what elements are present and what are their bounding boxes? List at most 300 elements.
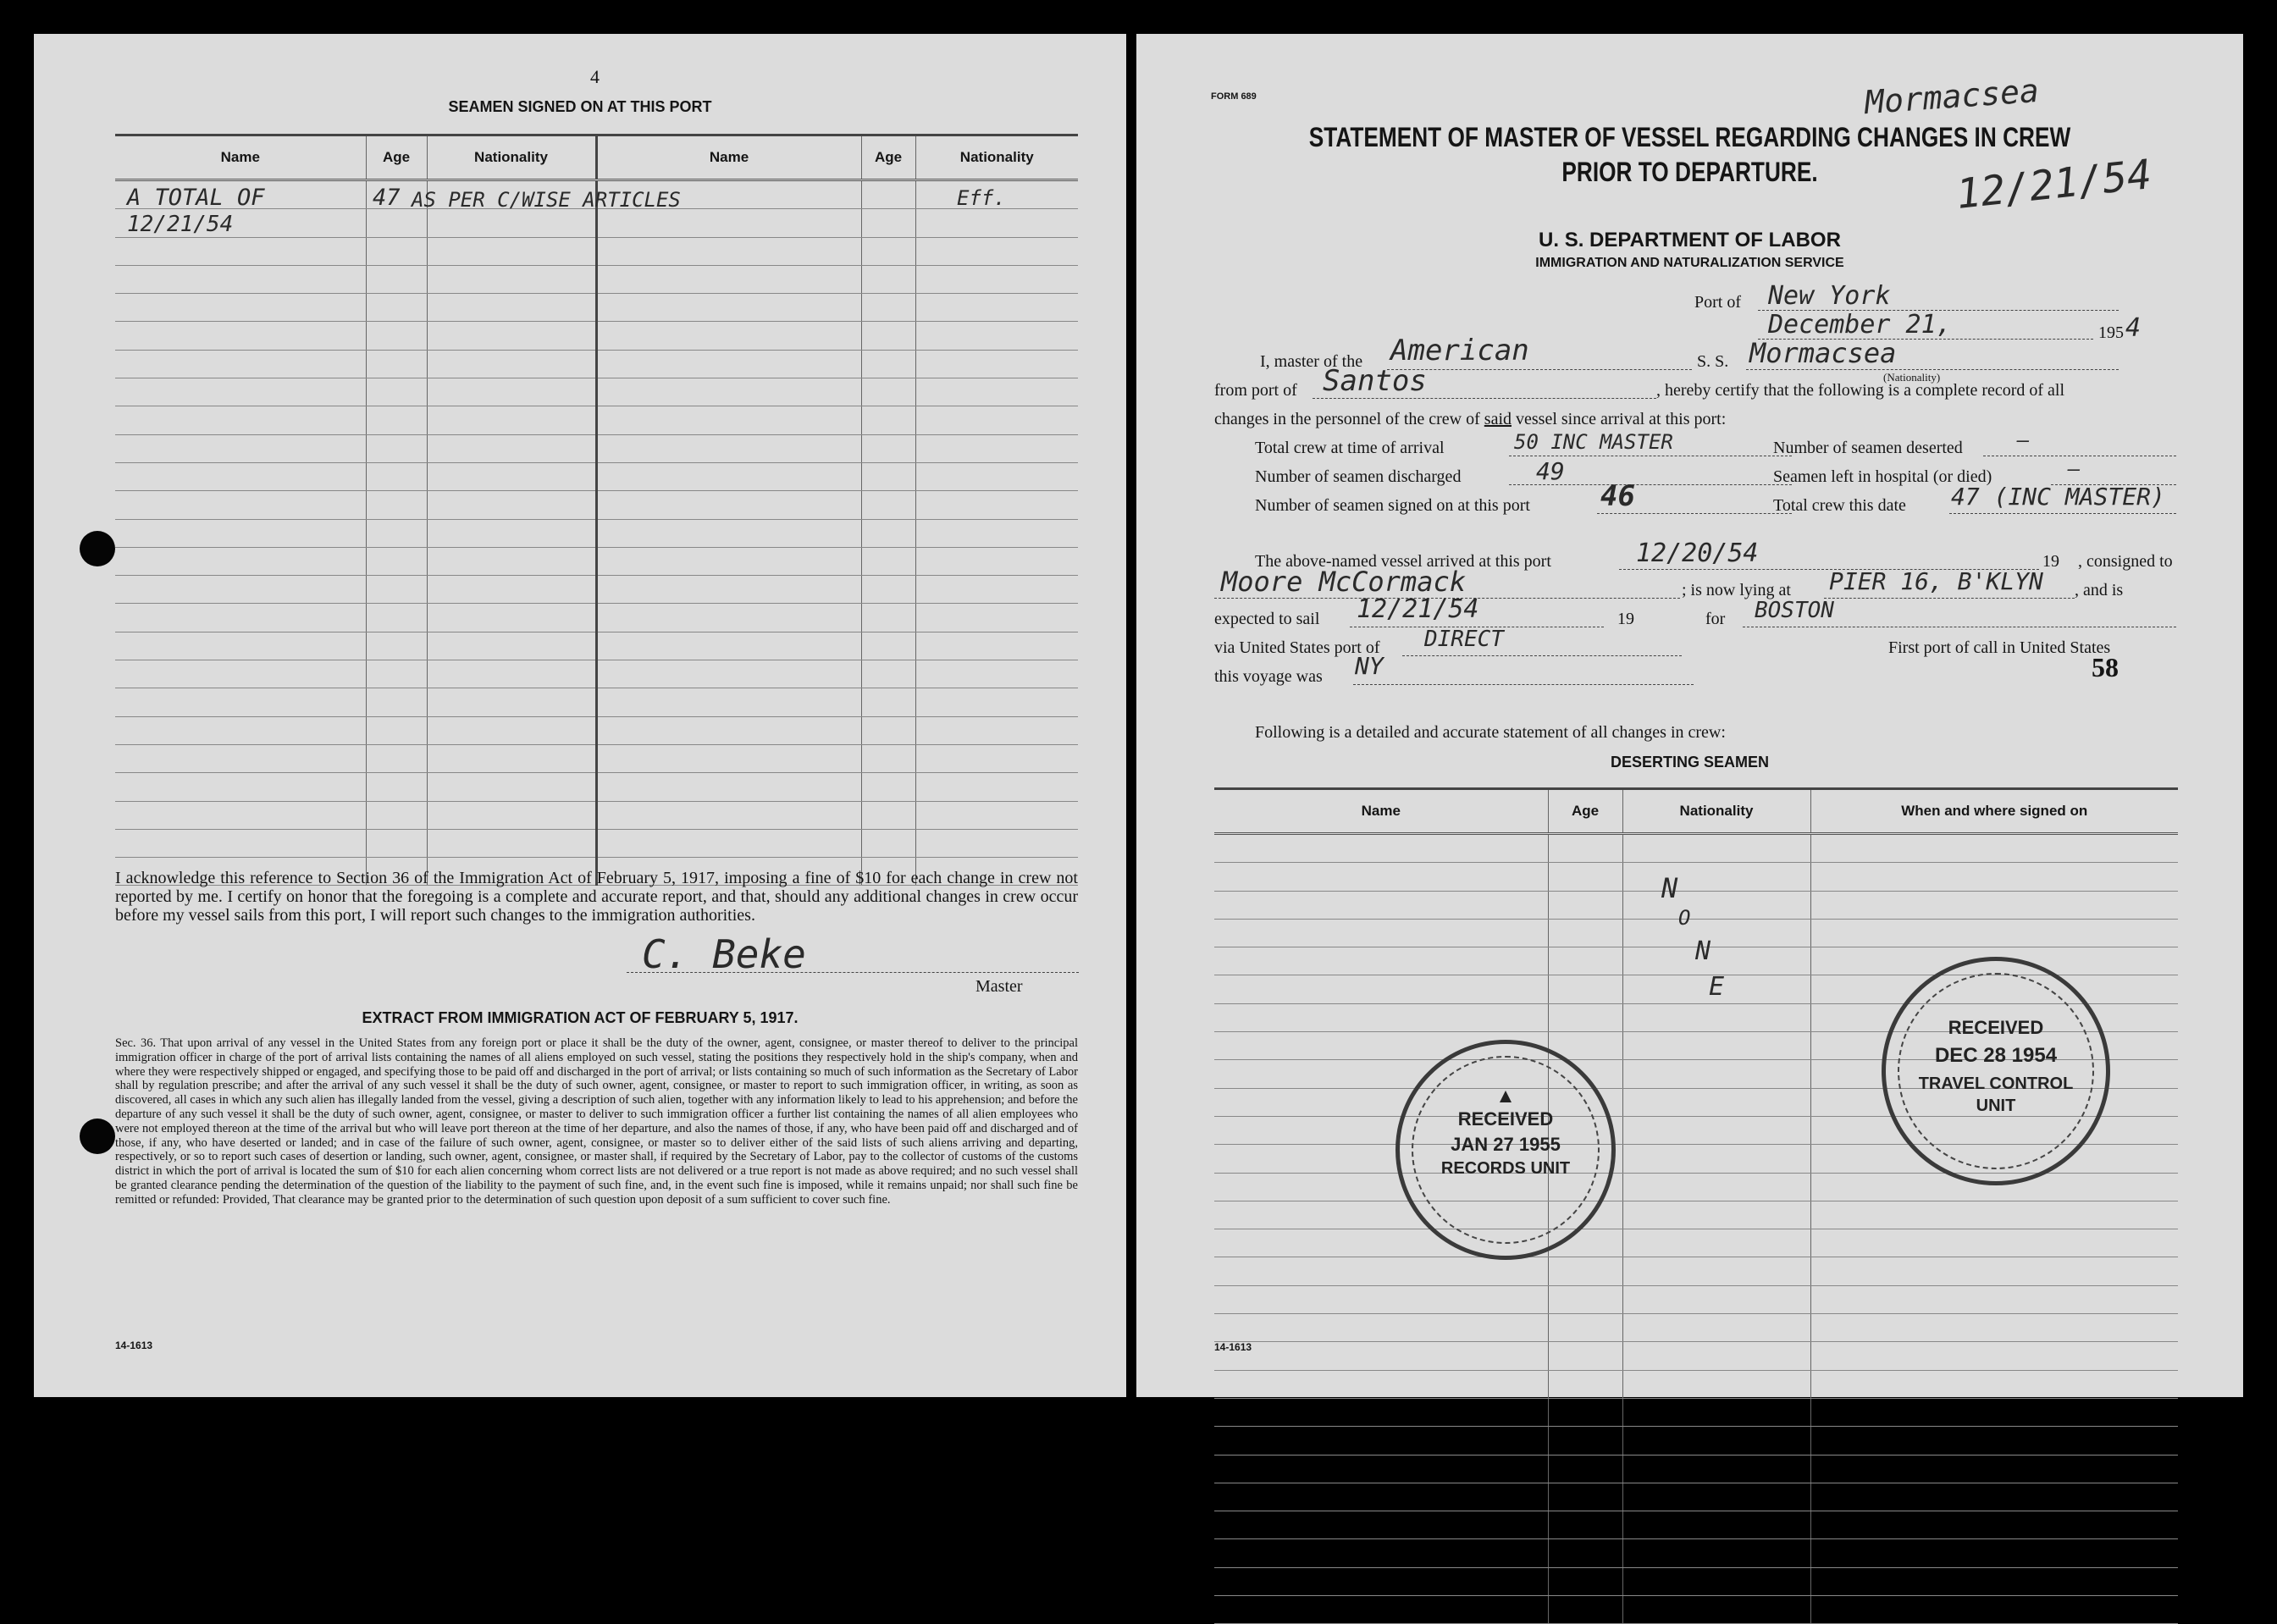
none-letter: O (1678, 906, 1691, 930)
table-cell (115, 265, 366, 293)
table-cell (596, 209, 861, 237)
expected-label: expected to sail (1214, 610, 1320, 628)
table-cell (596, 406, 861, 434)
table-cell (1810, 1201, 2178, 1229)
table-row (115, 237, 1078, 265)
right-page (1136, 34, 2243, 1397)
table-cell (1214, 1314, 1548, 1342)
total-crew-date-value: 47 (INC MASTER) (1951, 483, 2165, 511)
total-crew-arrival-value: 50 INC MASTER (1514, 430, 1673, 454)
table-cell (915, 576, 1078, 604)
none-letter: N (1661, 872, 1678, 904)
table-cell (366, 322, 427, 350)
table-cell (115, 294, 366, 322)
table-cell (861, 378, 915, 406)
master-label: Master (975, 977, 1023, 996)
table-cell (1810, 1314, 2178, 1342)
table-cell (366, 434, 427, 462)
table-cell (427, 462, 596, 490)
master-signature: C. Beke (642, 931, 806, 977)
extract-title: EXTRACT FROM IMMIGRATION ACT OF FEBRUARY 5, 1917. (362, 1009, 799, 1026)
field-line (1313, 398, 1656, 399)
table-cell (1214, 863, 1548, 891)
table-cell (1622, 1173, 1810, 1201)
table-cell (861, 237, 915, 265)
table-cell (1214, 834, 1548, 863)
table-header-row (1214, 789, 2178, 834)
table-cell (427, 491, 596, 519)
table-cell (1214, 1285, 1548, 1313)
for-value: BOSTON (1755, 598, 1834, 623)
table-cell (366, 462, 427, 490)
expected-value: 12/21/54 (1357, 594, 1479, 624)
table-cell (1548, 1370, 1622, 1398)
table-cell (915, 350, 1078, 378)
field-line (1824, 598, 2075, 599)
handwritten-articles: AS PER C/WISE ARTICLES (412, 188, 681, 212)
table-cell (596, 265, 861, 293)
column-header: Name (115, 135, 366, 180)
table-cell (596, 801, 861, 829)
table-cell (1810, 834, 2178, 863)
table-cell (915, 265, 1078, 293)
column-header: Age (366, 135, 427, 180)
field-line (1402, 655, 1682, 656)
table-cell (596, 576, 861, 604)
table-row (1214, 1370, 2178, 1398)
discharged-value: 49 (1536, 457, 1565, 485)
records-unit-stamp (1395, 1040, 1616, 1260)
field-line (1746, 369, 2119, 370)
table-cell (1548, 891, 1622, 919)
hospital-label: Seamen left in hospital (or died) (1773, 467, 1992, 486)
table-cell (861, 576, 915, 604)
voyage-value: NY (1355, 652, 1384, 680)
table-cell (1622, 919, 1810, 947)
table-cell (427, 773, 596, 801)
corner-ship-name: Mormacsea (1863, 71, 2041, 122)
table-cell (861, 632, 915, 660)
table-cell (366, 829, 427, 857)
table-cell (427, 604, 596, 632)
table-row (1214, 1567, 2178, 1595)
column-header: When and where signed on (1810, 789, 2178, 834)
table-cell (366, 294, 427, 322)
column-header: Nationality (915, 135, 1078, 180)
table-row (115, 547, 1078, 575)
table-cell (1548, 1539, 1622, 1567)
table-cell (1548, 1314, 1622, 1342)
table-cell (1548, 1003, 1622, 1031)
form-code-left: 14-1613 (115, 1340, 153, 1351)
table-cell (1810, 1398, 2178, 1426)
table-row (115, 378, 1078, 406)
table-cell (915, 519, 1078, 547)
table-cell (1622, 1201, 1810, 1229)
table-cell (366, 660, 427, 688)
none-letter: E (1709, 972, 1725, 1002)
table-cell (366, 350, 427, 378)
signature-line (627, 972, 1079, 973)
table-cell (115, 632, 366, 660)
date-value: December 21, (1768, 310, 1952, 340)
table-cell (1622, 1596, 1810, 1624)
table-cell (596, 294, 861, 322)
field-line (1949, 513, 2176, 514)
table-cell (366, 716, 427, 744)
table-cell (366, 209, 427, 237)
ship-value: Mormacsea (1749, 337, 1897, 369)
table-row (115, 773, 1078, 801)
table-cell (596, 519, 861, 547)
table-row (115, 604, 1078, 632)
form-title-line1: STATEMENT OF MASTER OF VESSEL REGARDING CHANGES IN CREW (1308, 122, 2071, 152)
table-cell (115, 744, 366, 772)
table-cell (861, 350, 915, 378)
table-cell (1622, 891, 1810, 919)
year-prefix: 195 (2098, 323, 2124, 342)
table-cell (861, 294, 915, 322)
table-cell (1548, 919, 1622, 947)
table-row (115, 322, 1078, 350)
from-port-label: from port of (1214, 381, 1297, 400)
via-value: DIRECT (1424, 627, 1504, 652)
table-cell (915, 491, 1078, 519)
table-cell (427, 378, 596, 406)
table-cell (1548, 1483, 1622, 1511)
table-cell (596, 378, 861, 406)
nineteen: 19 (2042, 552, 2059, 571)
table-row (115, 829, 1078, 857)
table-cell (861, 801, 915, 829)
deserting-seamen-table (1214, 787, 2178, 1624)
voyage-label: this voyage was (1214, 667, 1323, 686)
form-number: FORM 689 (1211, 91, 1257, 102)
table-row (1214, 1483, 2178, 1511)
table-cell (1214, 1483, 1548, 1511)
table-cell (1810, 919, 2178, 947)
table-cell (1810, 1455, 2178, 1483)
table-row (115, 744, 1078, 772)
expected-nineteen: 19 (1617, 610, 1634, 628)
for-label: for (1705, 610, 1726, 628)
column-header: Nationality (1622, 789, 1810, 834)
table-cell (427, 434, 596, 462)
column-header: Nationality (427, 135, 596, 180)
sheet-number: 58 (2092, 652, 2119, 682)
stamp-line: TRAVEL CONTROL (1918, 1074, 2074, 1093)
stamp-apex-icon: ▲ (1495, 1085, 1516, 1108)
hospital-value: — (2068, 457, 2081, 481)
table-cell (915, 209, 1078, 237)
field-line (1597, 513, 1792, 514)
table-cell (427, 829, 596, 857)
table-cell (366, 773, 427, 801)
table-header-row (115, 135, 1078, 180)
table-cell (861, 519, 915, 547)
field-line (1387, 369, 1692, 370)
arrived-value: 12/20/54 (1636, 539, 1759, 568)
table-row (115, 660, 1078, 688)
table-cell (1622, 1116, 1810, 1144)
table-cell (915, 660, 1078, 688)
table-row (1214, 891, 2178, 919)
table-cell (1214, 1455, 1548, 1483)
table-row (1214, 1285, 2178, 1313)
handwritten-eff: Eff. (957, 186, 1006, 210)
left-page-title: SEAMEN SIGNED ON AT THIS PORT (448, 98, 712, 115)
table-row (1214, 1539, 2178, 1567)
handwritten-total: A TOTAL OF (127, 185, 265, 211)
table-cell (427, 547, 596, 575)
table-cell (596, 604, 861, 632)
table-cell (1622, 1511, 1810, 1539)
table-row (115, 462, 1078, 490)
table-row (115, 350, 1078, 378)
table-row (115, 265, 1078, 293)
table-cell (1548, 975, 1622, 1003)
table-cell (596, 744, 861, 772)
table-cell (861, 744, 915, 772)
total-crew-date-label: Total crew this date (1773, 496, 1906, 515)
table-row (115, 209, 1078, 237)
table-cell (115, 434, 366, 462)
table-cell (427, 294, 596, 322)
table-row (1214, 863, 2178, 891)
table-cell (1622, 1539, 1810, 1567)
following-text: Following is a detailed and accurate statement of all changes in crew: (1255, 723, 1726, 742)
table-cell (366, 744, 427, 772)
extract-text: Sec. 36. That upon arrival of any vessel in the United States from any foreign port or place it shall be the duty of the owner, agent, consignee, or master thereof to deliver to the principal immigration officer in charge of the port of arrival lists containing the names of all aliens employed on such vessel, stating the positions they respectively hold in the ship's company, when and where they were respectively shipped or engaged, and specifying those to be paid off and discharged in the port of arrival; or lists containing so much of such information as the Secretary of Labor shall by regulation prescribe; and after the arrival of any such vessel it shall be the duty of such owner, agent, consignee, or master to report to such immigration officer, in writing, as soon as discovered, all cases in which any such alien has illegally landed from the vessel, giving a description of such alien, together with any information likely to lead to his apprehension; and before the departure of any such vessel it shall be the duty of such owner, agent, consignee, or master to deliver to such immigration officer a further list containing the names of all alien employees who were not employed thereon at the time of the arrival but who will leave port thereon at the time of her departure, and also the names of those, if any, who have been paid off and discharged and of those, if any, who have deserted or landed; and in case of the failure of such owner, agent, consignee, or master so to deliver either of the said lists of such aliens arriving and departing, respectively, or so to report such cases of desertion or landing, such owner, agent, consignee, or master shall, if required by the Secretary of Labor, pay to the collector of customs of the customs district in which the port of arrival is located the sum of $10 for each alien concerning whom correct lists are not delivered or a true report is not made as above required; and no such vessel shall be granted clearance pending the determination of the question of the liability to the payment of such fine, and, in the event such fine is imposed, while it remains unpaid; nor shall such fine be remitted or refunded: Provided, That clearance may be granted prior to the determination of such question upon deposit of a sum sufficient to cover such fine. (115, 1036, 1078, 1207)
table-cell (366, 406, 427, 434)
changes-text-b: vessel since arrival at this port: (1516, 410, 1727, 428)
table-cell (1622, 1483, 1810, 1511)
table-cell (115, 801, 366, 829)
table-cell (1214, 1257, 1548, 1285)
table-cell (115, 660, 366, 688)
table-cell (861, 209, 915, 237)
table-cell (1810, 1483, 2178, 1511)
table-cell (115, 237, 366, 265)
table-cell (596, 716, 861, 744)
table-cell (427, 576, 596, 604)
changes-text-a: changes in the personnel of the crew of (1214, 410, 1480, 428)
table-cell (1622, 1314, 1810, 1342)
table-row (1214, 1342, 2178, 1370)
form-code-right: 14-1613 (1214, 1341, 1252, 1353)
seamen-signed-on-table (115, 134, 1078, 886)
table-row (115, 632, 1078, 660)
table-cell (1622, 1032, 1810, 1060)
total-crew-arrival-label: Total crew at time of arrival (1255, 439, 1445, 457)
table-cell (1622, 1342, 1810, 1370)
field-line (1353, 684, 1694, 685)
table-cell (596, 322, 861, 350)
table-row (1214, 1511, 2178, 1539)
table-cell (915, 378, 1078, 406)
table-cell (1810, 1596, 2178, 1624)
table-cell (115, 322, 366, 350)
table-cell (915, 462, 1078, 490)
ss-label: S. S. (1697, 352, 1729, 371)
table-cell (915, 632, 1078, 660)
department-name: U. S. DEPARTMENT OF LABOR (1539, 229, 1841, 251)
handwritten-date: 12/21/54 (127, 212, 234, 237)
table-cell (427, 716, 596, 744)
table-cell (915, 688, 1078, 716)
stamp-line: RECORDS UNIT (1440, 1159, 1571, 1178)
signed-on-label: Number of seamen signed on at this port (1255, 496, 1530, 515)
from-port-value: Santos (1323, 364, 1427, 398)
table-cell (366, 519, 427, 547)
table-cell (1622, 834, 1810, 863)
table-row (1214, 1596, 2178, 1624)
table-cell (861, 547, 915, 575)
consignee-value: Moore McCormack (1221, 566, 1466, 598)
table-row (115, 688, 1078, 716)
stamp-line: JAN 27 1955 (1451, 1134, 1561, 1155)
port-value: New York (1768, 281, 1891, 311)
table-cell (1548, 1342, 1622, 1370)
table-cell (915, 547, 1078, 575)
changes-said: said (1484, 410, 1512, 428)
nationality-caption: (Nationality) (1883, 371, 1941, 384)
lying-label: ; is now lying at (1682, 581, 1791, 599)
stamp-line: RECEIVED (1948, 1017, 2044, 1038)
table-cell (1622, 1370, 1810, 1398)
table-cell (1810, 1257, 2178, 1285)
table-row (115, 801, 1078, 829)
table-row (1214, 1398, 2178, 1426)
table-row (115, 716, 1078, 744)
table-cell (427, 801, 596, 829)
table-cell (1622, 1060, 1810, 1088)
table-cell (427, 350, 596, 378)
consigned-label: , consigned to (2078, 552, 2173, 571)
table-cell (115, 604, 366, 632)
table-cell (115, 773, 366, 801)
page-number: 4 (590, 66, 600, 87)
table-cell (1214, 891, 1548, 919)
table-cell (1214, 1370, 1548, 1398)
table-cell (915, 801, 1078, 829)
table-cell (596, 632, 861, 660)
table-cell (1548, 947, 1622, 975)
table-cell (596, 829, 861, 857)
table-cell (1548, 1455, 1622, 1483)
table-cell (861, 462, 915, 490)
table-cell (115, 462, 366, 490)
table-cell (427, 744, 596, 772)
table-cell (1810, 1370, 2178, 1398)
table-cell (1622, 1257, 1810, 1285)
table-cell (1810, 891, 2178, 919)
table-cell (1622, 1145, 1810, 1173)
table-cell (1214, 1342, 1548, 1370)
table-cell (596, 350, 861, 378)
table-cell (1214, 947, 1548, 975)
master-of-label: I, master of the (1260, 352, 1363, 371)
changes-text (1214, 410, 1726, 429)
table-cell (1622, 863, 1810, 891)
deserting-title: DESERTING SEAMEN (1610, 754, 1770, 771)
table-row (1214, 1455, 2178, 1483)
table-cell (1214, 1596, 1548, 1624)
table-cell (115, 829, 366, 857)
table-row (1214, 1229, 2178, 1257)
table-cell (366, 801, 427, 829)
table-cell (861, 604, 915, 632)
table-cell (1548, 1285, 1622, 1313)
table-cell (1214, 919, 1548, 947)
table-cell (596, 462, 861, 490)
table-cell (115, 688, 366, 716)
table-cell (1548, 1257, 1622, 1285)
table-cell (1810, 1511, 2178, 1539)
stamp-line: DEC 28 1954 (1934, 1044, 2058, 1067)
table-cell (861, 406, 915, 434)
table-cell (596, 491, 861, 519)
table-cell (115, 406, 366, 434)
table-cell (861, 716, 915, 744)
service-name: IMMIGRATION AND NATURALIZATION SERVICE (1535, 256, 1844, 270)
table-cell (366, 688, 427, 716)
table-cell (861, 660, 915, 688)
table-row (115, 294, 1078, 322)
signed-on-value: 46 (1600, 479, 1635, 513)
deserted-label: Number of seamen deserted (1773, 439, 1963, 457)
table-cell (115, 519, 366, 547)
table-row (1214, 834, 2178, 863)
punch-hole (80, 531, 115, 566)
table-cell (1214, 1567, 1548, 1595)
table-cell (1548, 1511, 1622, 1539)
table-cell (115, 378, 366, 406)
table-cell (115, 716, 366, 744)
table-cell (861, 829, 915, 857)
left-page (34, 34, 1126, 1397)
table-cell (1548, 1596, 1622, 1624)
table-cell (366, 265, 427, 293)
table-cell (1214, 975, 1548, 1003)
table-cell (427, 688, 596, 716)
table-cell (915, 237, 1078, 265)
table-row (115, 576, 1078, 604)
handwritten-count: 47 (373, 185, 401, 211)
table-cell (861, 688, 915, 716)
table-cell (915, 322, 1078, 350)
table-cell (1622, 1088, 1810, 1116)
table-cell (366, 632, 427, 660)
table-cell (915, 434, 1078, 462)
table-cell (1622, 1455, 1810, 1483)
table-cell (427, 406, 596, 434)
certify-text: , hereby certify that the following is a complete record of all (1656, 381, 2065, 400)
table-cell (1622, 1003, 1810, 1031)
table-cell (427, 322, 596, 350)
none-letter: N (1695, 936, 1711, 966)
table-cell (1622, 1285, 1810, 1313)
table-cell (427, 209, 596, 237)
table-cell (1622, 1229, 1810, 1257)
table-cell (427, 519, 596, 547)
stamp-line: UNIT (1976, 1096, 2016, 1115)
table-cell (596, 773, 861, 801)
acknowledgement-text: I acknowledge this reference to Section 36 of the Immigration Act of February 5, 1917, imposing a fine of $10 for each change in crew not reported by me. I certify on honor that the foregoing is a complete and accurate report, and that, should any additional changes in crew occur before my vessel sails from this port, I will report such changes to the immigration authorities. (115, 869, 1078, 925)
table-cell (366, 604, 427, 632)
table-cell (427, 632, 596, 660)
table-cell (366, 378, 427, 406)
